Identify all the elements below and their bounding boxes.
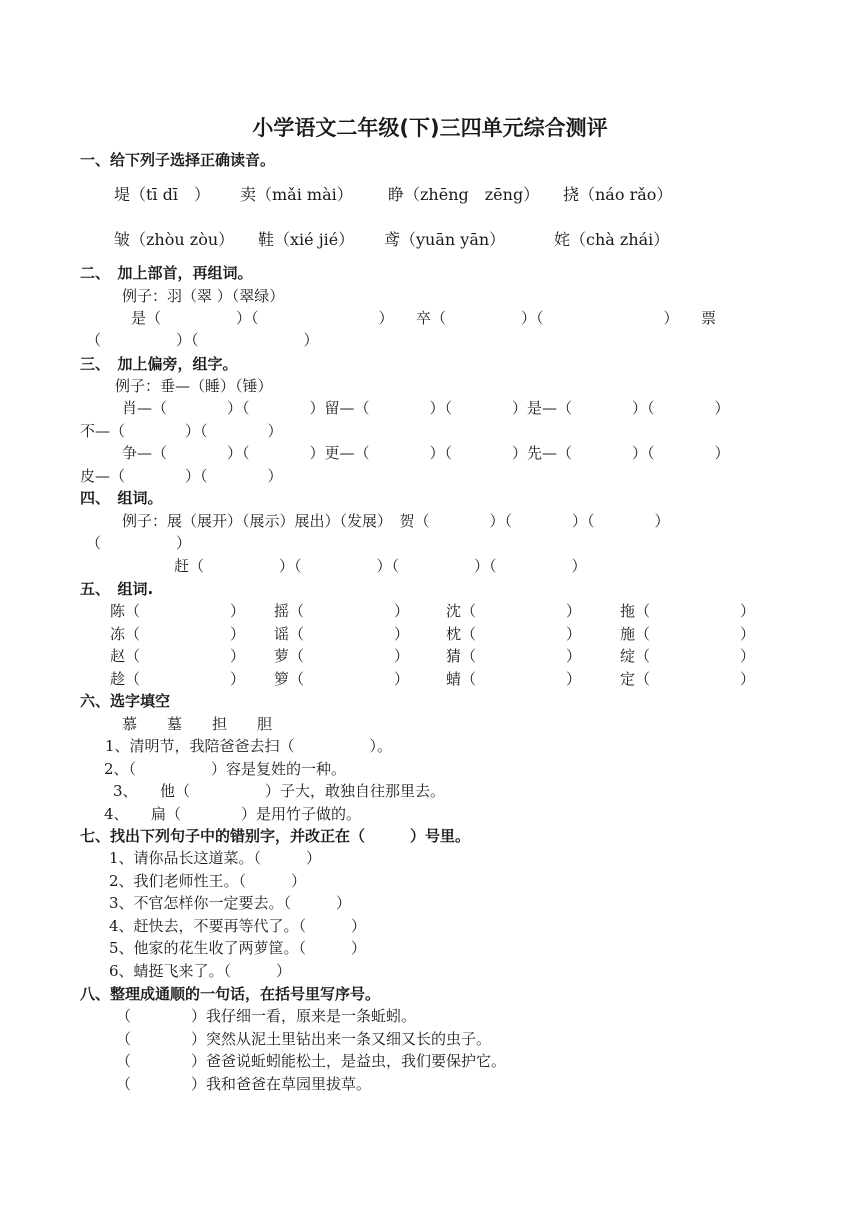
exercise-line: 不—（ ）（ ） [80,422,283,440]
fill-item: 2、（ ）容是复姓的一种。 [104,760,347,778]
example-line: 例子：羽（翠 ）（翠绿） [122,287,285,305]
fill-item: 3、 他（ ）子大，敢独自往那里去。 [113,782,446,800]
correction-item: 3、不官怎样你一定要去。（ ） [109,894,352,912]
word-item: 绽（ ） [620,647,756,665]
order-item: （ ）我和爸爸在草园里拔草。 [116,1075,372,1093]
word-item: 施（ ） [620,625,756,643]
exercise-line: （ ） [86,534,192,552]
word-options: 慕 墓 担 胆 [122,715,273,733]
correction-item: 5、他家的花生收了两萝筐。（ ） [109,939,367,957]
section-4-heading: 四、 组词。 [80,489,163,507]
word-item: 谣（ ） [274,625,410,643]
word-item: 箩（ ） [274,670,410,688]
word-item: 枕（ ） [446,625,582,643]
word-item: 陈（ ） [110,602,246,620]
word-item: 定（ ） [620,670,756,688]
page-title: 小学语文二年级(下)三四单元综合测评 [252,116,608,140]
exercise-line: 皮—（ ）（ ） [80,467,283,485]
fill-item: 4、 扁（ ）是用竹子做的。 [104,805,362,823]
word-item: 赵（ ） [110,647,246,665]
order-item: （ ）我仔细一看，原来是一条蚯蚓。 [116,1007,417,1025]
pinyin-item: 堤（tī dī ） [114,185,210,204]
section-2-heading: 二、 加上部首，再组词。 [80,264,253,282]
exercise-line: 争—（ ）（ ）更—（ ）（ ）先—（ ）（ ） [122,444,730,462]
word-item: 摇（ ） [274,602,410,620]
exercise-line: 是（ ）（ ） 卒（ ）（ ） 票 [131,309,717,327]
word-item: 冻（ ） [110,625,246,643]
exercise-line: 赶（ ）（ ）（ ）（ ） [174,557,587,575]
correction-item: 1、请你品长这道菜。（ ） [109,849,322,867]
correction-item: 4、赶快去，不要再等代了。（ ） [109,917,367,935]
section-3-heading: 三、 加上偏旁，组字。 [80,355,238,373]
order-item: （ ）爸爸说蚯蚓能松土，是益虫，我们要保护它。 [116,1052,507,1070]
word-item: 拖（ ） [620,602,756,620]
word-item: 萝（ ） [274,647,410,665]
example-line: 例子：垂—（睡）（锤） [115,377,273,395]
pinyin-item: 皱（zhòu zòu） [114,230,235,249]
exercise-line: 肖—（ ）（ ）留—（ ）（ ）是—（ ）（ ） [122,399,730,417]
pinyin-item: 鸢（yuān yān） [384,230,506,249]
word-item: 蜻（ ） [446,670,582,688]
fill-item: 1、清明节，我陪爸爸去扫（ ）。 [105,737,393,755]
correction-item: 2、我们老师性王。（ ） [109,872,307,890]
correction-item: 6、蜻挺飞来了。（ ） [109,962,292,980]
section-5-heading: 五、 组词. [80,580,154,598]
section-6-heading: 六、选字填空 [80,692,171,710]
pinyin-item: 卖（mǎi mài） [240,185,353,204]
section-8-heading: 八、整理成通顺的一句话，在括号里写序号。 [80,985,381,1003]
exercise-line: 例子：展（展开）（展示）展出）（发展） 贺（ ）（ ）（ ） [122,512,670,530]
word-item: 猜（ ） [446,647,582,665]
pinyin-item: 姹（chà zhái） [554,230,670,249]
pinyin-item: 睁（zhēng zēng） [388,185,540,204]
pinyin-item: 鞋（xié jié） [258,230,355,249]
section-7-heading: 七、找出下列句子中的错别字，并改正在（ ）号里。 [80,827,471,845]
word-item: 沈（ ） [446,602,582,620]
pinyin-item: 挠（náo rǎo） [563,185,673,204]
order-item: （ ）突然从泥土里钻出来一条又细又长的虫子。 [116,1030,492,1048]
section-1-heading: 一、给下列子选择正确读音。 [80,151,276,169]
exercise-line: （ ）（ ） [86,331,319,349]
word-item: 趁（ ） [110,670,246,688]
